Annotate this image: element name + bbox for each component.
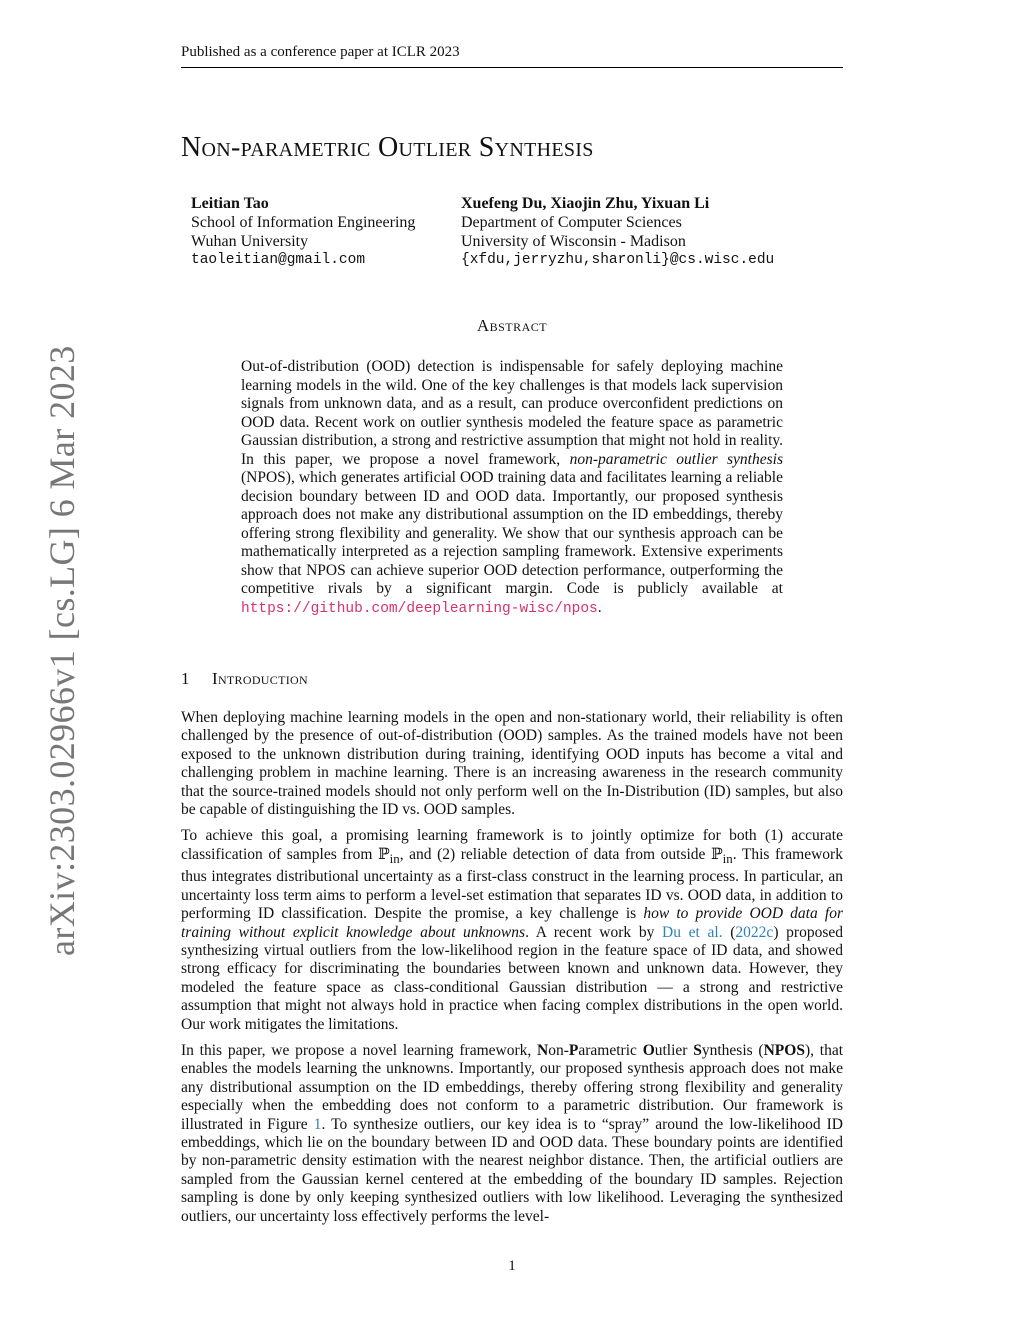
text-run: in [389, 850, 400, 866]
acronym-letter: N [537, 1042, 549, 1059]
text-run: To achieve this goal, a promising learning framework is to jointly optimize for both (1) accurate classification of samples from [181, 827, 843, 863]
text-run: . To synthesize outliers, our key idea is to “spray” around the low-likelihood ID embeddings, which lie on the boundary between ID and OOD data. These boundary points are identified by non-parametric density estimation with the nearest neighbor distance. Then, the artificial outliers are sampled from the Gaussian kernel centered at the embedding of the boundary ID samples. Rejection sampling is done by only keeping synthesized outliers with low likelihood. Leveraging the synthesized outliers, our uncertainty loss effectively performs the level- [181, 1115, 843, 1225]
author-department: School of Information Engineering [191, 214, 416, 231]
author-names: Xuefeng Du, Xiaojin Zhu, Yixuan Li [461, 195, 710, 212]
author-block-right [461, 194, 774, 270]
author-email: {xfdu,jerryzhu,sharonli}@cs.wisc.edu [461, 252, 775, 268]
author-university: University of Wisconsin - Madison [461, 233, 686, 250]
text-run: ℙ [711, 845, 723, 863]
abstract-part: . [597, 598, 602, 616]
arxiv-identifier[interactable]: arXiv:2303.02966v1 [cs.LG] 6 Mar 2023 [42, 345, 82, 956]
text-run: ( [722, 923, 736, 941]
section-heading [181, 669, 308, 689]
text-run: ℙ [378, 845, 390, 863]
math-symbol [378, 845, 400, 866]
paragraph [181, 1042, 843, 1226]
text-run: . This framework thus integrates distributional uncertainty as a first-class construct in the learning process. In particular, an uncertainty loss term aims to perform a level-set estimation that separates ID vs. OOD data, in addition to performing ID classification. Despite the promise, a key challenge is [181, 845, 843, 923]
author-university: Wuhan University [191, 233, 309, 250]
text-run: utlier [654, 1042, 694, 1059]
section-number: 1 [181, 669, 190, 688]
text-run: in [722, 850, 733, 866]
acronym-letter: P [568, 1042, 579, 1059]
math-symbol [711, 845, 733, 866]
abstract-heading: Abstract [476, 316, 548, 335]
section-title: Introduction [212, 669, 308, 688]
figure-reference-link[interactable]: 1 [313, 1115, 322, 1133]
text-run: In this paper, we propose a novel learning framework, [181, 1042, 538, 1059]
text-emphasis: how to provide OOD data for training without explicit knowledge about unknowns [181, 905, 843, 941]
citation-link[interactable]: Du et al. [662, 923, 723, 941]
acronym-letter: O [642, 1042, 655, 1059]
author-department: Department of Computer Sciences [461, 214, 682, 231]
citation-year-link[interactable]: 2022c [735, 923, 774, 941]
author-block-left [191, 194, 415, 270]
text-run: ) proposed synthesizing virtual outliers from the low-likelihood region in the feature space of ID data, and showed strong efficacy for discriminating the boundaries between known and unknown data. However, they modeled the feature space as class-conditional Gaussian distribution — a strong and restrictive assumption that might not always hold in practice when facing complex distributions in the open world. Our work mitigates the limitations. [181, 923, 843, 1033]
page-number: 1 [508, 1258, 516, 1274]
code-link[interactable]: https://github.com/deeplearning-wisc/npos [241, 600, 598, 617]
abstract-part: (NPOS), which generates artificial OOD training data and facilitates learning a reliable decision boundary between ID and OOD data. Importantly, our proposed synthesis approach does not make any distributional assumption on the ID embeddings, thereby offering strong flexibility and generality. We show that our synthesis approach can be mathematically interpreted as a rejection sampling framework. Extensive experiments show that NPOS can achieve superior OOD detection performance, outperforming the competitive rivals by a significant margin. Code is publicly available at [241, 469, 783, 597]
abstract-text [241, 358, 783, 618]
text-run: , and (2) reliable detection of data from outside [399, 845, 711, 863]
abstract-emphasis: non-parametric outlier synthesis [569, 450, 783, 468]
text-run: ), that enables the models learning the unknowns. Importantly, our proposed synthesis approach does not make any distributional assumption on the ID embeddings, thereby offering strong flexibility and generality especially when the embedding does not conform to a parametric distribution. Our framework is illustrated in Figure [181, 1042, 844, 1133]
text-run: ynthesis ( [701, 1042, 764, 1059]
abstract-part: Out-of-distribution (OOD) detection is indispensable for safely deploying machine learning models in the wild. One of the key challenges is that models lack supervision signals from unknown data, and as a result, can produce overconfident predictions on OOD data. Recent work on outlier synthesis modeled the feature space as parametric Gaussian distribution, a strong and restrictive assumption that might not hold in reality. In this paper, we propose a novel framework, [241, 358, 783, 468]
acronym: NPOS [763, 1042, 805, 1059]
introduction-body [181, 709, 843, 1234]
running-header: Published as a conference paper at ICLR 2023 [181, 44, 843, 68]
paper-title: Non-parametric Outlier Synthesis [181, 132, 594, 163]
author-email: taoleitian@gmail.com [191, 252, 366, 268]
text-run: on- [548, 1042, 569, 1059]
text-run: . A recent work by [525, 923, 663, 941]
acronym-letter: S [693, 1042, 702, 1059]
paragraph: When deploying machine learning models in the open and non-stationary world, their reliability is often challenged by the presence of out-of-distribution (OOD) samples. As the trained models have not been exposed to the unknown distribution during training, identifying OOD inputs has become a vital and challenging problem in machine learning. There is an increasing awareness in the research community that the source-trained models should not only perform well on the In-Distribution (ID) samples, but also be capable of distinguishing the ID vs. OOD samples. [181, 709, 843, 819]
text-run: arametric [578, 1042, 643, 1059]
author-name: Leitian Tao [191, 195, 269, 212]
paragraph [181, 827, 843, 1034]
